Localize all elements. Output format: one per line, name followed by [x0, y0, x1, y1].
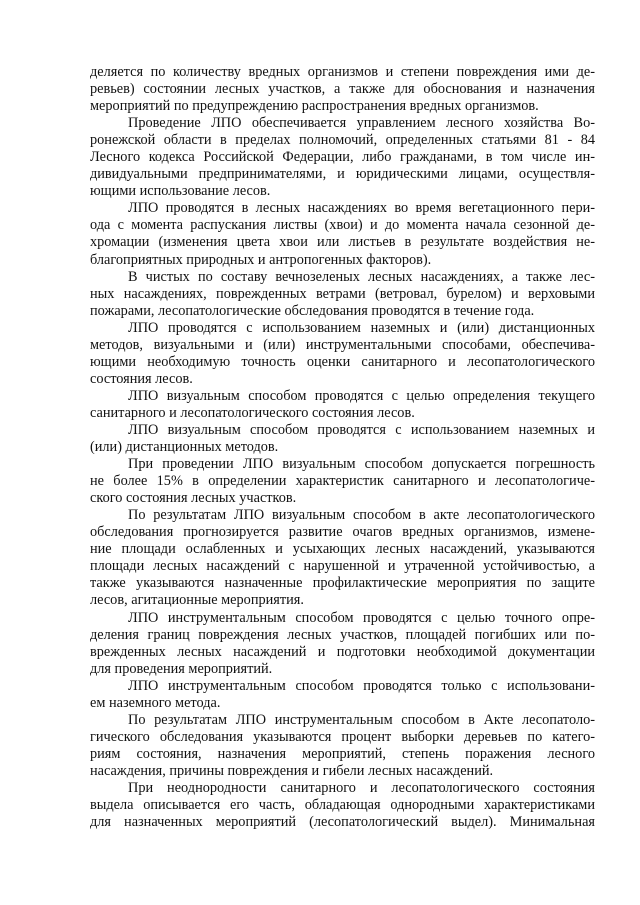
text-line: ных насаждениях, поврежденных ветрами (ветровал, бурелом) и верховыми	[90, 285, 595, 302]
paragraph	[90, 610, 595, 678]
text-line: По результатам ЛПО визуальным способом в акте лесопатологического	[128, 507, 595, 524]
text-line: гического обследования указываются процент выборки деревьев по катего-	[90, 728, 595, 745]
text-line: благоприятных природных и антропогенных факторов).	[90, 251, 432, 268]
text-line: Лесного кодекса Российской Федерации, либо гражданами, в том числе ин-	[90, 149, 595, 166]
paragraph	[90, 64, 595, 115]
text-line: При неоднородности санитарного и лесопатологического состояния	[128, 779, 595, 796]
text-line: также указываются назначенные профилактические мероприятия по защите	[90, 575, 595, 592]
text-line: состояния лесов.	[90, 370, 193, 387]
text-line: риям состояния, назначения мероприятий, степень поражения лесного	[90, 745, 595, 762]
text-line: лесов, агитационные мероприятия.	[90, 592, 304, 609]
document-page	[90, 64, 595, 831]
paragraph	[90, 115, 595, 200]
paragraph	[90, 712, 595, 780]
text-line: ронежской области в пределах полномочий, определенных статьями 81 - 84	[90, 132, 595, 149]
text-line: Проведение ЛПО обеспечивается управлением лесного хозяйства Во-	[128, 115, 595, 132]
text-line: В чистых по составу вечнозеленых лесных насаждениях, а также лес-	[128, 268, 595, 285]
text-line: выдела описывается его часть, обладающая однородными характеристиками	[90, 797, 595, 814]
text-line: ЛПО визуальным способом проводятся с использованием наземных и	[128, 421, 595, 438]
text-line: ЛПО инструментальным способом проводятся только с использовани-	[128, 677, 595, 694]
paragraph	[90, 422, 595, 456]
paragraph	[90, 320, 595, 388]
text-line: санитарного и лесопатологического состояния лесов.	[90, 404, 415, 421]
paragraph	[90, 678, 595, 712]
paragraph	[90, 507, 595, 609]
text-line: ода с момента распускания листвы (хвои) и до момента начала сезонной де-	[90, 217, 595, 234]
text-line: не более 15% в определении характеристик санитарного и лесопатологиче-	[90, 473, 595, 490]
text-line: для назначенных мероприятий (лесопатологический выдел). Минимальная	[90, 814, 595, 831]
paragraph	[90, 269, 595, 320]
paragraph	[90, 200, 595, 268]
paragraph	[90, 780, 595, 831]
text-line: хромации (изменения цвета хвои или листьев в результате воздействия не-	[90, 234, 595, 251]
text-line: площади лесных насаждений с нарушенной и утраченной устойчивостью, а	[90, 558, 595, 575]
text-line: дивидуальными предпринимателями, и юридическими лицами, осуществля-	[90, 166, 595, 183]
text-line: ющими необходимую точность оценки санитарного и лесопатологического	[90, 353, 595, 370]
text-line: ем наземного метода.	[90, 694, 221, 711]
text-line: врежденных лесных насаждений и подготовки необходимой документации	[90, 643, 595, 660]
text-line: деления границ повреждения лесных участков, площадей погибших или по-	[90, 626, 595, 643]
text-line: ЛПО визуальным способом проводятся с целью определения текущего	[128, 387, 595, 404]
text-line: для проведения мероприятий.	[90, 660, 273, 677]
text-line: ского состояния лесных участков.	[90, 490, 297, 507]
text-line: При проведении ЛПО визуальным способом допускается погрешность	[128, 456, 595, 473]
text-line: насаждения, причины повреждения и гибели лесных насаждений.	[90, 762, 494, 779]
text-line: пожарами, лесопатологические обследования проводятся в течение года.	[90, 302, 535, 319]
text-line: ЛПО инструментальным способом проводятся с целью точного опре-	[128, 609, 595, 626]
text-line: (или) дистанционных методов.	[90, 439, 279, 456]
paragraph	[90, 388, 595, 422]
text-line: ЛПО проводятся с использованием наземных и (или) дистанционных	[128, 319, 595, 336]
text-line: деляется по количеству вредных организмов и степени повреждения ими де-	[90, 64, 595, 80]
text-line: ЛПО проводятся в лесных насаждениях во время вегетационного пери-	[128, 200, 595, 217]
text-line: обследования прогнозируется развитие очагов вредных организмов, измене-	[90, 524, 595, 541]
text-line: ревьев) состоянии лесных участков, а также для обоснования и назначения	[90, 81, 595, 98]
paragraph	[90, 456, 595, 507]
text-line: методов, визуальными и (или) инструментальными способами, обеспечива-	[90, 336, 595, 353]
text-line: мероприятий по предупреждению распространения вредных организмов.	[90, 98, 539, 115]
text-line: ние площади ослабленных и усыхающих лесных насаждений, указываются	[90, 541, 595, 558]
text-line: По результатам ЛПО инструментальным способом в Акте лесопатоло-	[128, 711, 595, 728]
text-line: ющими использование лесов.	[90, 183, 271, 200]
